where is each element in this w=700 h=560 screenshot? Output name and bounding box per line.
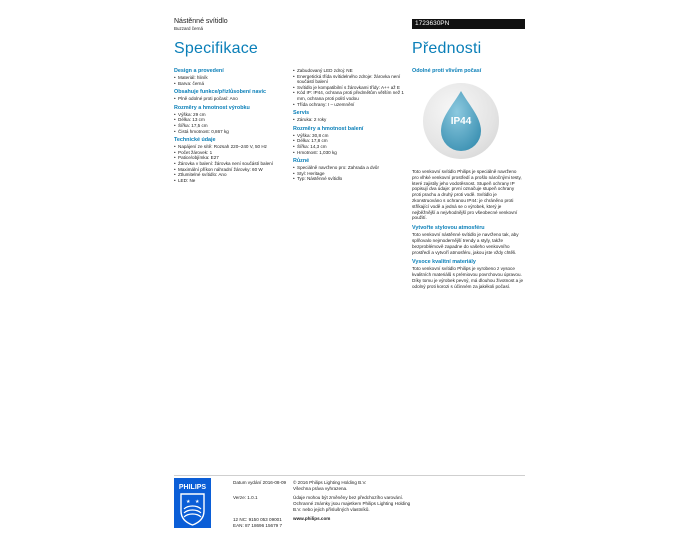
footer-12nc: 12 NC: 9150 053 09001	[233, 517, 282, 522]
spec-item: • Záruka: 2 roky	[293, 117, 405, 123]
spec-item: • Napájení ze sítě: Rozsah 220–240 V, 50 Hz	[174, 144, 284, 150]
spec-title: Specifikace	[174, 40, 259, 57]
spec-list	[293, 68, 405, 107]
spec-item: • Hmotnost: 1,030 kg	[293, 150, 405, 156]
section-heading: Servis	[293, 110, 310, 117]
footer-rights: Všechna práva vyhrazena.	[293, 486, 348, 491]
section-heading: Obsahuje funkce/přizlůsobení navíc	[174, 89, 266, 96]
spec-item: • Plně odolné proti počasí: Ano	[174, 96, 284, 102]
spec-list	[293, 117, 405, 123]
ip44-label: IP44	[450, 116, 472, 127]
advantages-column	[412, 68, 525, 290]
spec-column-1	[174, 68, 284, 183]
spec-list	[293, 165, 405, 182]
philips-logo-text: PHILIPS	[178, 484, 207, 491]
spec-item: • Materiál: hliník	[174, 75, 284, 81]
spec-list	[174, 96, 284, 102]
product-name: Nástěnné svítidlo	[174, 18, 228, 25]
spec-list	[174, 144, 284, 183]
spec-item: • Žárovka v balení: žárovka není součástí balení	[174, 161, 284, 167]
spec-item: • Šířka: 14,3 cm	[293, 144, 405, 150]
spec-item: • Počet žárovek: 1	[174, 150, 284, 156]
spec-item: • Typ: Nástěnné svítidlo	[293, 176, 405, 182]
spec-item: • Speciálně navrženo pro: Zahrada a dvůr	[293, 165, 405, 171]
svg-text:★: ★	[186, 499, 191, 505]
spec-list	[174, 112, 284, 134]
footer-url[interactable]: www.philips.com	[293, 516, 331, 521]
footer-legal	[293, 480, 418, 522]
advantage-heading: Vytvořte stylovou atmosféru	[412, 225, 485, 232]
spec-list	[293, 133, 405, 155]
footer-ean: EAN: 87 18696 15679 7	[233, 523, 283, 528]
footer-codes	[233, 517, 282, 529]
spec-item: • LED: Ne	[174, 178, 284, 184]
advantage-text: Toto venkovní svítidlo Philips je speciálně navrženo pro vlhké venkovní prostředí a prošlo náročnými testy, které zajistily jeho vodotěsnost. Stupeň ochrany IP popisují dva údaje: první označuje stupeň ochrany proti prachu a druhý proti vodě. Svítidlo je zkonstruováno s ochranou IP44: je chráněno proti stříkající vodě a jedná se o výrobek, který je nejběžnější a nejvhodnější pro všeobecné venkovní použití.	[412, 169, 522, 221]
advantage-text: Toto venkovní svítidlo Philips je vyrobeno z vysoce kvalitních materiálů s prémiovou povrchovou úpravou. Díky tomu je výrobek pevný, má dlouhou životnost a je odolný proti korozi s účinném za jakékoli počasí.	[412, 266, 524, 289]
footer-copyright: © 2016 Philips Lighting Holding B.V.	[293, 480, 367, 485]
product-code: 1723630PN	[412, 19, 525, 29]
spec-item: • Výška: 29 cm	[174, 112, 284, 118]
advantage-heading: Vysoce kvalitní materiály	[412, 259, 476, 266]
spec-item: • Energetická třída svítidelného zdroje: žárovka není součástí balení	[293, 74, 405, 85]
philips-logo-icon	[174, 478, 211, 528]
section-heading: Rozměry a hmotnost výrobku	[174, 104, 250, 111]
spec-item: • Šířka: 17,5 cm	[174, 123, 284, 129]
spec-item: • Délka: 17,8 cm	[293, 138, 405, 144]
footer-notice: Údaje mohou být změněny bez předchozího varování. Ochranné známky jsou majetkem Philips Lighting Holding B.V. nebo jejich příslušných vlastníků.	[293, 495, 411, 512]
spec-list	[174, 75, 284, 86]
section-heading: Rozměry a hmotnost balení	[293, 125, 364, 132]
spec-item: • Čistá hmotnost: 0,867 kg	[174, 129, 284, 135]
spec-item: • Ztlumitelné svítidlo: Ano	[174, 172, 284, 178]
section-heading: Různé	[293, 158, 310, 165]
advantage-heading: Odolné proti vlivům počasí	[412, 68, 482, 74]
product-header	[174, 18, 228, 32]
advantages-title: Přednosti	[412, 40, 482, 57]
section-heading: Design a provedení	[174, 68, 224, 74]
footer-version: Verze: 1.0.1	[233, 495, 258, 500]
spec-item: • Výška: 30,8 cm	[293, 133, 405, 139]
product-subtitle: Buzzard černá	[174, 26, 204, 31]
svg-text:★: ★	[195, 499, 200, 505]
spec-item: • Třída ochrany: I – uzemnění	[293, 102, 405, 108]
advantage-text: Toto venkovní nástěnné svítidlo je navrženo tak, aby splňovalo nejmodernější trendy a styly, takže bezproblémově zapadne do vašeho venkovního prostředí a vytvoří atmosféru, jakou jste vždy chtěli.	[412, 232, 519, 255]
footer-divider	[174, 475, 525, 476]
spec-item: • Patice/objímka: E27	[174, 155, 284, 161]
section-heading: Technické údaje	[174, 137, 216, 144]
ip44-badge	[423, 83, 499, 159]
footer-date: Datum vydání 2016-08-09	[233, 480, 287, 485]
spec-item: • Kód IP: IP44, ochrana proti předmětům větším než 1 mm, ochrana proti polití vodou	[293, 90, 405, 101]
spec-item: • Maximální příkon náhradní žárovky: 60 W	[174, 167, 284, 173]
spec-item: • Barva: černá	[174, 81, 284, 87]
spec-item: • Svítidlo je kompatibilní s žárovkami třídy: A++ až E	[293, 85, 405, 91]
spec-item: • Zabudovaný LED zdroj: NE	[293, 68, 405, 74]
spec-item: • Délka: 13 cm	[174, 117, 284, 123]
spec-column-2	[293, 68, 405, 182]
spec-item: • Styl: Heritage	[293, 171, 405, 177]
